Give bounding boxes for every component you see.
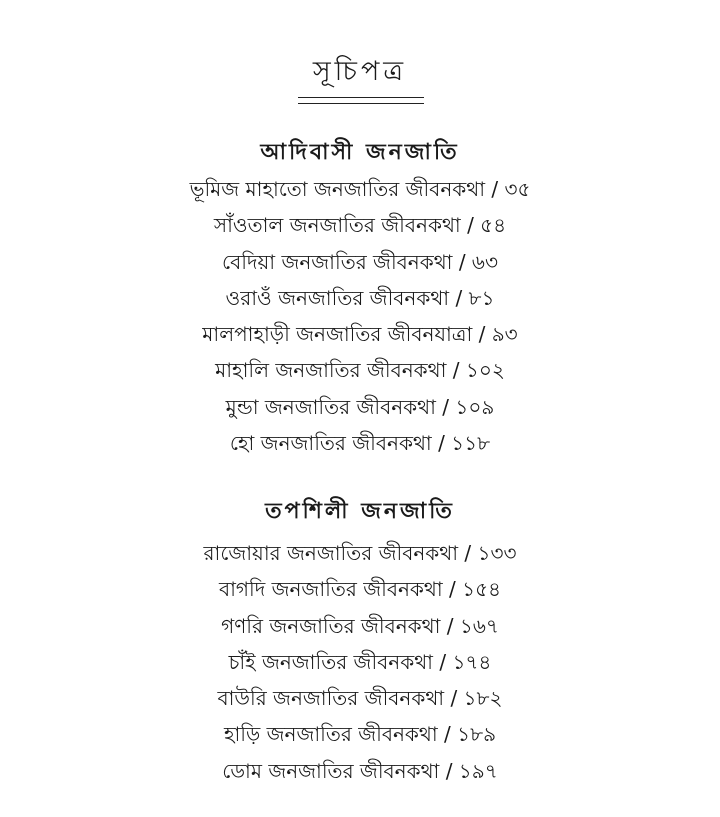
contents-entry: মালপাহাড়ী জনজাতির জীবনযাত্রা / ৯৩ [202,322,518,347]
section-heading-tapashili: তপশিলী জনজাতি [265,499,455,524]
contents-entry: ওরাওঁ জনজাতির জীবনকথা / ৮১ [225,285,495,310]
contents-entry: মুন্ডা জনজাতির জীবনকথা / ১০৯ [225,394,495,419]
contents-entry: সাঁওতাল জনজাতির জীবনকথা / ৫৪ [213,213,507,238]
page-title: সূচিপত্র [312,56,408,87]
contents-entry: রাজোয়ার জনজাতির জীবনকথা / ১৩৩ [203,541,517,565]
contents-list-tapashili [0,535,720,789]
contents-entry: হো জনজাতির জীবনকথা / ১১৮ [229,431,491,456]
contents-entry: বেদিয়া জনজাতির জীবনকথা / ৬৩ [222,249,498,274]
contents-entry: ডোম জনজাতির জীবনকথা / ১৯৭ [222,758,498,783]
title-underline-bottom [298,103,424,104]
section-heading-adibasi: আদিবাসী জনজাতি [260,140,460,165]
contents-entry: হাড়ি জনজাতির জীবনকথা / ১৮৯ [223,722,497,747]
contents-entry: গণরি জনজাতির জীবনকথা / ১৬৭ [221,613,499,638]
title-underline-top [298,97,424,98]
contents-entry: বাগদি জনজাতির জীবনকথা / ১৫৪ [218,577,502,602]
contents-list-adibasi [0,171,720,461]
contents-entry: ভূমিজ মাহাতো জনজাতির জীবনকথা / ৩৫ [189,177,531,201]
contents-entry: চাঁই জনজাতির জীবনকথা / ১৭৪ [228,649,492,674]
contents-entry: বাউরি জনজাতির জীবনকথা / ১৮২ [217,686,503,711]
contents-entry: মাহালি জনজাতির জীবনকথা / ১০২ [215,358,505,383]
